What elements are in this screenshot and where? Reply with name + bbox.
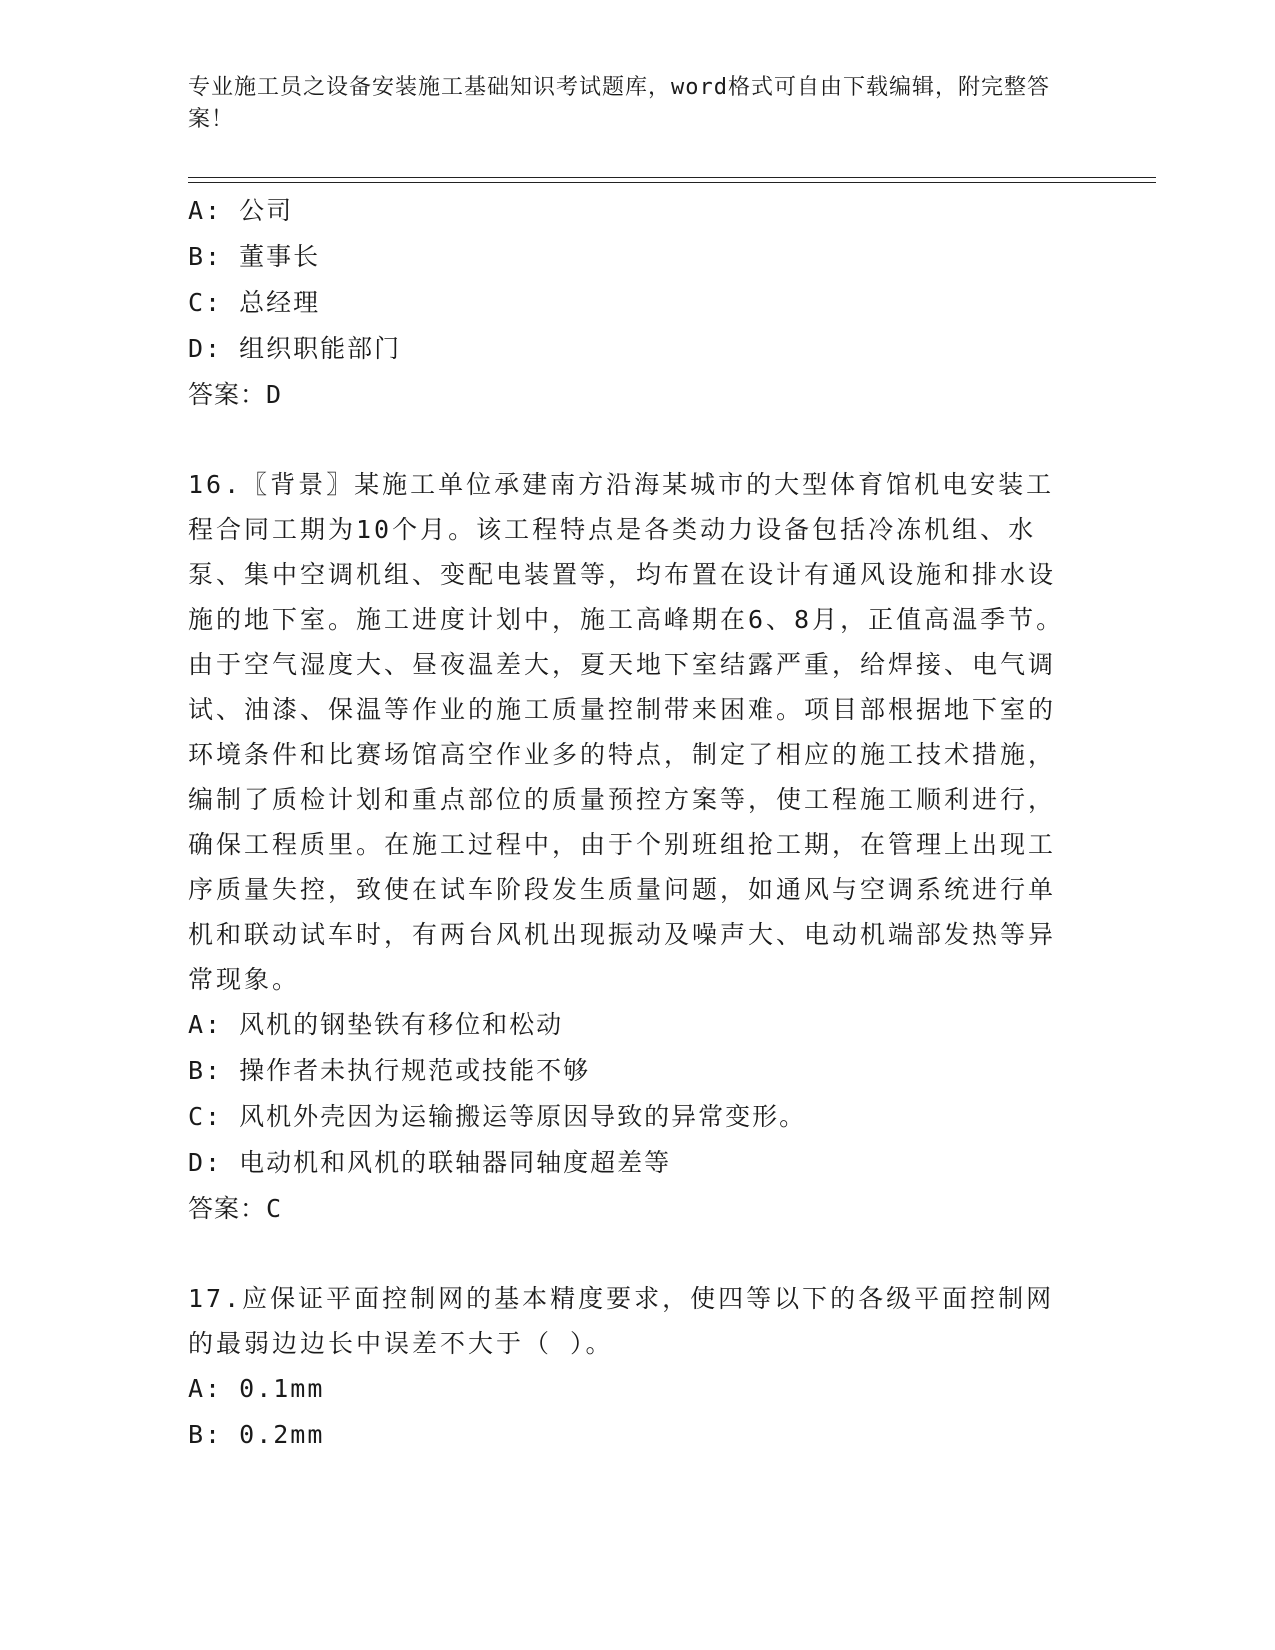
option-b: B: 0.2mm [188,1420,325,1449]
option-c: C: 风机外壳因为运输搬运等原因导致的异常变形。 [188,1102,807,1131]
header-divider-bottom [188,182,1156,183]
question-16-answer: 答案：C [188,1194,283,1223]
option-d: D: 电动机和风机的联轴器同轴度超差等 [188,1148,672,1177]
question-17-stem: 17.应保证平面控制网的基本精度要求，使四等以下的各级平面控制网的最弱边边长中误差不大于（ ）。 [188,1284,1055,1358]
question-17-options [188,1366,1088,1458]
question-spacer [188,418,1088,462]
option-d: D: 组织职能部门 [188,334,402,363]
option-a: A: 风机的钢垫铁有移位和松动 [188,1010,564,1039]
question-15-options [188,188,1088,372]
question-spacer [188,1232,1088,1276]
header-divider-top [188,177,1156,178]
document-header: 专业施工员之设备安装施工基础知识考试题库，word格式可自由下载编辑，附完整答案！ [188,75,1050,132]
question-15-answer: 答案：D [188,380,283,409]
question-16-options [188,1002,1088,1186]
option-b: B: 操作者未执行规范或技能不够 [188,1056,591,1085]
option-c: C: 总经理 [188,288,321,317]
option-a: A: 0.1mm [188,1374,325,1403]
question-16-stem: 16.〖背景〗某施工单位承建南方沿海某城市的大型体育馆机电安装工程合同工期为10个月。该工程特点是各类动力设备包括冷冻机组、水泵、集中空调机组、变配电装置等，均布置在设计有通风设施和排水设施的地下室。施工进度计划中，施工高峰期在6、8月，正值高温季节。由于空气湿度大、昼夜温差大，夏天地下室结露严重，给焊接、电气调试、油漆、保温等作业的施工质量控制带来困难。项目部根据地下室的环境条件和比赛场馆高空作业多的特点，制定了相应的施工技术措施，编制了质检计划和重点部位的质量预控方案等，使工程施工顺利进行，确保工程质里。在施工过程中，由于个别班组抢工期，在管理上出现工序质量失控，致使在试车阶段发生质量问题，如通风与空调系统进行单机和联动试车时，有两台风机出现振动及噪声大、电动机端部发热等异常现象。 [188,470,1065,994]
question-content [188,188,1088,1458]
option-b: B: 董事长 [188,242,321,271]
option-a: A: 公司 [188,196,294,225]
